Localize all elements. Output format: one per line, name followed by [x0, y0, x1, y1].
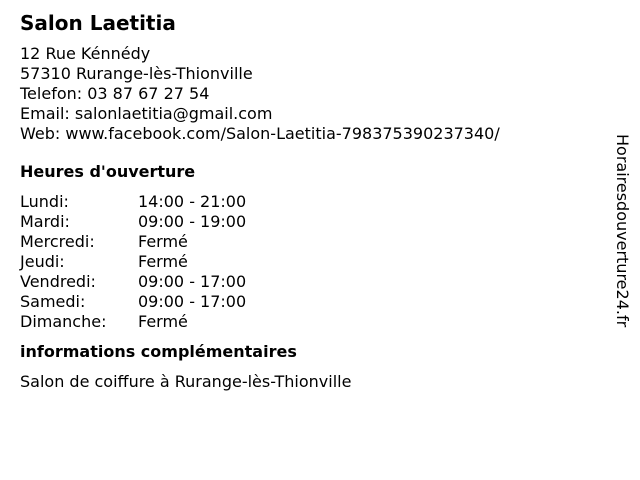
day-label: Mardi:	[20, 212, 70, 231]
day-label: Lundi:	[20, 192, 69, 211]
hours-row-mardi	[20, 212, 600, 232]
day-label: Samedi:	[20, 292, 86, 311]
additional-info-heading: informations complémentaires	[20, 342, 297, 361]
email-address: Email: salonlaetitia@gmail.com	[20, 104, 273, 123]
day-label: Vendredi:	[20, 272, 96, 291]
day-hours: 14:00 - 21:00	[138, 192, 247, 211]
street-address: 12 Rue Kénnédy	[20, 44, 151, 63]
day-label: Mercredi:	[20, 232, 95, 251]
hours-row-mercredi	[20, 232, 600, 252]
day-hours: 09:00 - 17:00	[138, 292, 247, 311]
opening-hours-heading: Heures d'ouverture	[20, 162, 196, 181]
phone-number: Telefon: 03 87 67 27 54	[20, 84, 210, 103]
address-block	[20, 44, 600, 144]
hours-row-samedi	[20, 292, 600, 312]
watermark	[612, 134, 632, 374]
additional-info-text: Salon de coiffure à Rurange-lès-Thionville	[20, 372, 352, 391]
day-hours: Fermé	[138, 252, 188, 271]
salon-name: Salon Laetitia	[20, 11, 176, 35]
opening-hours-table	[20, 192, 600, 332]
hours-row-dimanche	[20, 312, 600, 332]
hours-row-lundi	[20, 192, 600, 212]
salon-card	[20, 10, 600, 392]
day-label: Dimanche:	[20, 312, 107, 331]
day-hours: Fermé	[138, 312, 188, 331]
day-hours: 09:00 - 17:00	[138, 272, 247, 291]
day-hours: 09:00 - 19:00	[138, 212, 247, 231]
city-address: 57310 Rurange-lès-Thionville	[20, 64, 253, 83]
day-hours: Fermé	[138, 232, 188, 251]
hours-row-vendredi	[20, 272, 600, 292]
day-label: Jeudi:	[20, 252, 65, 271]
website-url: Web: www.facebook.com/Salon-Laetitia-798375390237340/	[20, 124, 500, 143]
watermark-text: Horairesdouverture24.fr	[613, 134, 632, 328]
hours-row-jeudi	[20, 252, 600, 272]
